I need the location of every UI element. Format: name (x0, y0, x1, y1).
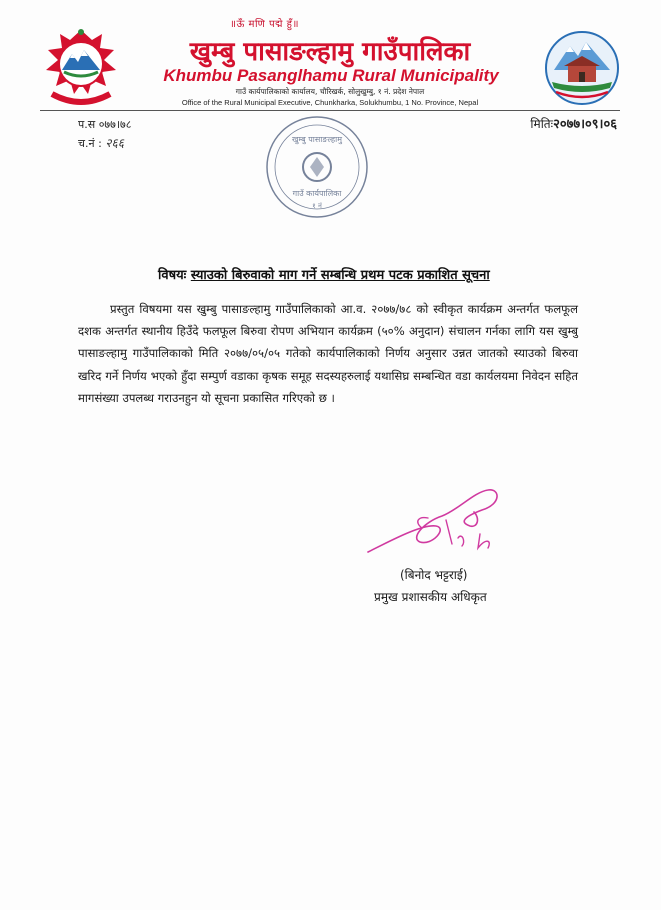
subject-text: स्याउको बिरुवाको माग गर्ने सम्बन्धि प्रथम पटक प्रकाशित सूचना (190, 268, 490, 283)
chalani-number (78, 134, 124, 151)
notice-body-paragraph: प्रस्तुत विषयमा यस खुम्बु पासाङल्हामु गाउँपालिकाको आ.व. २०७७/७८ को स्वीकृत कार्यक्रम अन्तर्गत फलफूल दशक अन्तर्गत स्थानीय हिउँदे फलफूल बिरुवा रोपण अभियान कार्यक्रम (५०% अनुदान) संचालन गर्नका लागि यस खुम्बु पासाङल्हामु गाउँपालिकाको मिति २०७७/०५/०५ गतेको कार्यपालिकाको निर्णय अनुसार उन्नत जातको स्याउको बिरुवा खरिद गर्ने निर्णय भएको हुँदा सम्पुर्ण वडाका कृषक समूह सदस्यहरुलाई यथासिघ्र सम्बन्धित वडा कार्यलयमा निवेदन सहित मागसंख्या उपलब्ध गराउनहुन यो सूचना प्रकासित गरिएको छ । (78, 302, 578, 405)
date-value: २०७७।०९।०६ (553, 117, 617, 132)
chalani-number-value: २६६ (105, 136, 125, 150)
date-label: मितिः (530, 117, 554, 131)
stamp-text-bottom: १ नं (312, 202, 322, 210)
motto-text: ॥ऊँ मणि पद्मे हुँ॥ (230, 19, 299, 30)
municipality-logo-icon (544, 30, 620, 106)
letterhead-divider (40, 110, 620, 111)
chalani-number-label: च.नं : (78, 137, 102, 150)
office-seal-stamp-icon (262, 112, 372, 222)
stamp-text-middle: गाउँ कार्यपालिका (292, 189, 342, 198)
patra-sankhya-value: ०७७।७८ (98, 118, 132, 131)
office-address-nepali: गाउँ कार्यपालिकाको कार्यालय, चौरिखर्क, सोलुखुम्बु, १ नं. प्रदेश नेपाल (235, 87, 425, 96)
signatory-name: (बिनोद भट्टराई) (400, 568, 468, 582)
patra-sankhya (78, 117, 131, 132)
office-address-english: Office of the Rural Municipal Executive, Chunkharka, Solukhumbu, 1 No. Province, Nepal (181, 98, 479, 107)
municipality-name-english: Khumbu Pasanglhamu Rural Municipality (163, 66, 499, 85)
signatory-title: प्रमुख प्रशासकीय अधिकृत (374, 590, 487, 604)
letterhead (40, 14, 620, 110)
stamp-text-top: खुम्बु पासाङल्हामु (292, 135, 342, 144)
patra-sankhya-label: प.स (78, 118, 96, 131)
handwritten-signature-icon (362, 482, 522, 562)
municipality-name-nepali: खुम्बु पासाङल्हामु गाउँपालिका (189, 37, 471, 67)
issue-date (530, 114, 617, 132)
subject-label: विषयः (158, 268, 187, 283)
nepal-emblem-icon (40, 24, 122, 108)
subject-line (158, 265, 490, 283)
